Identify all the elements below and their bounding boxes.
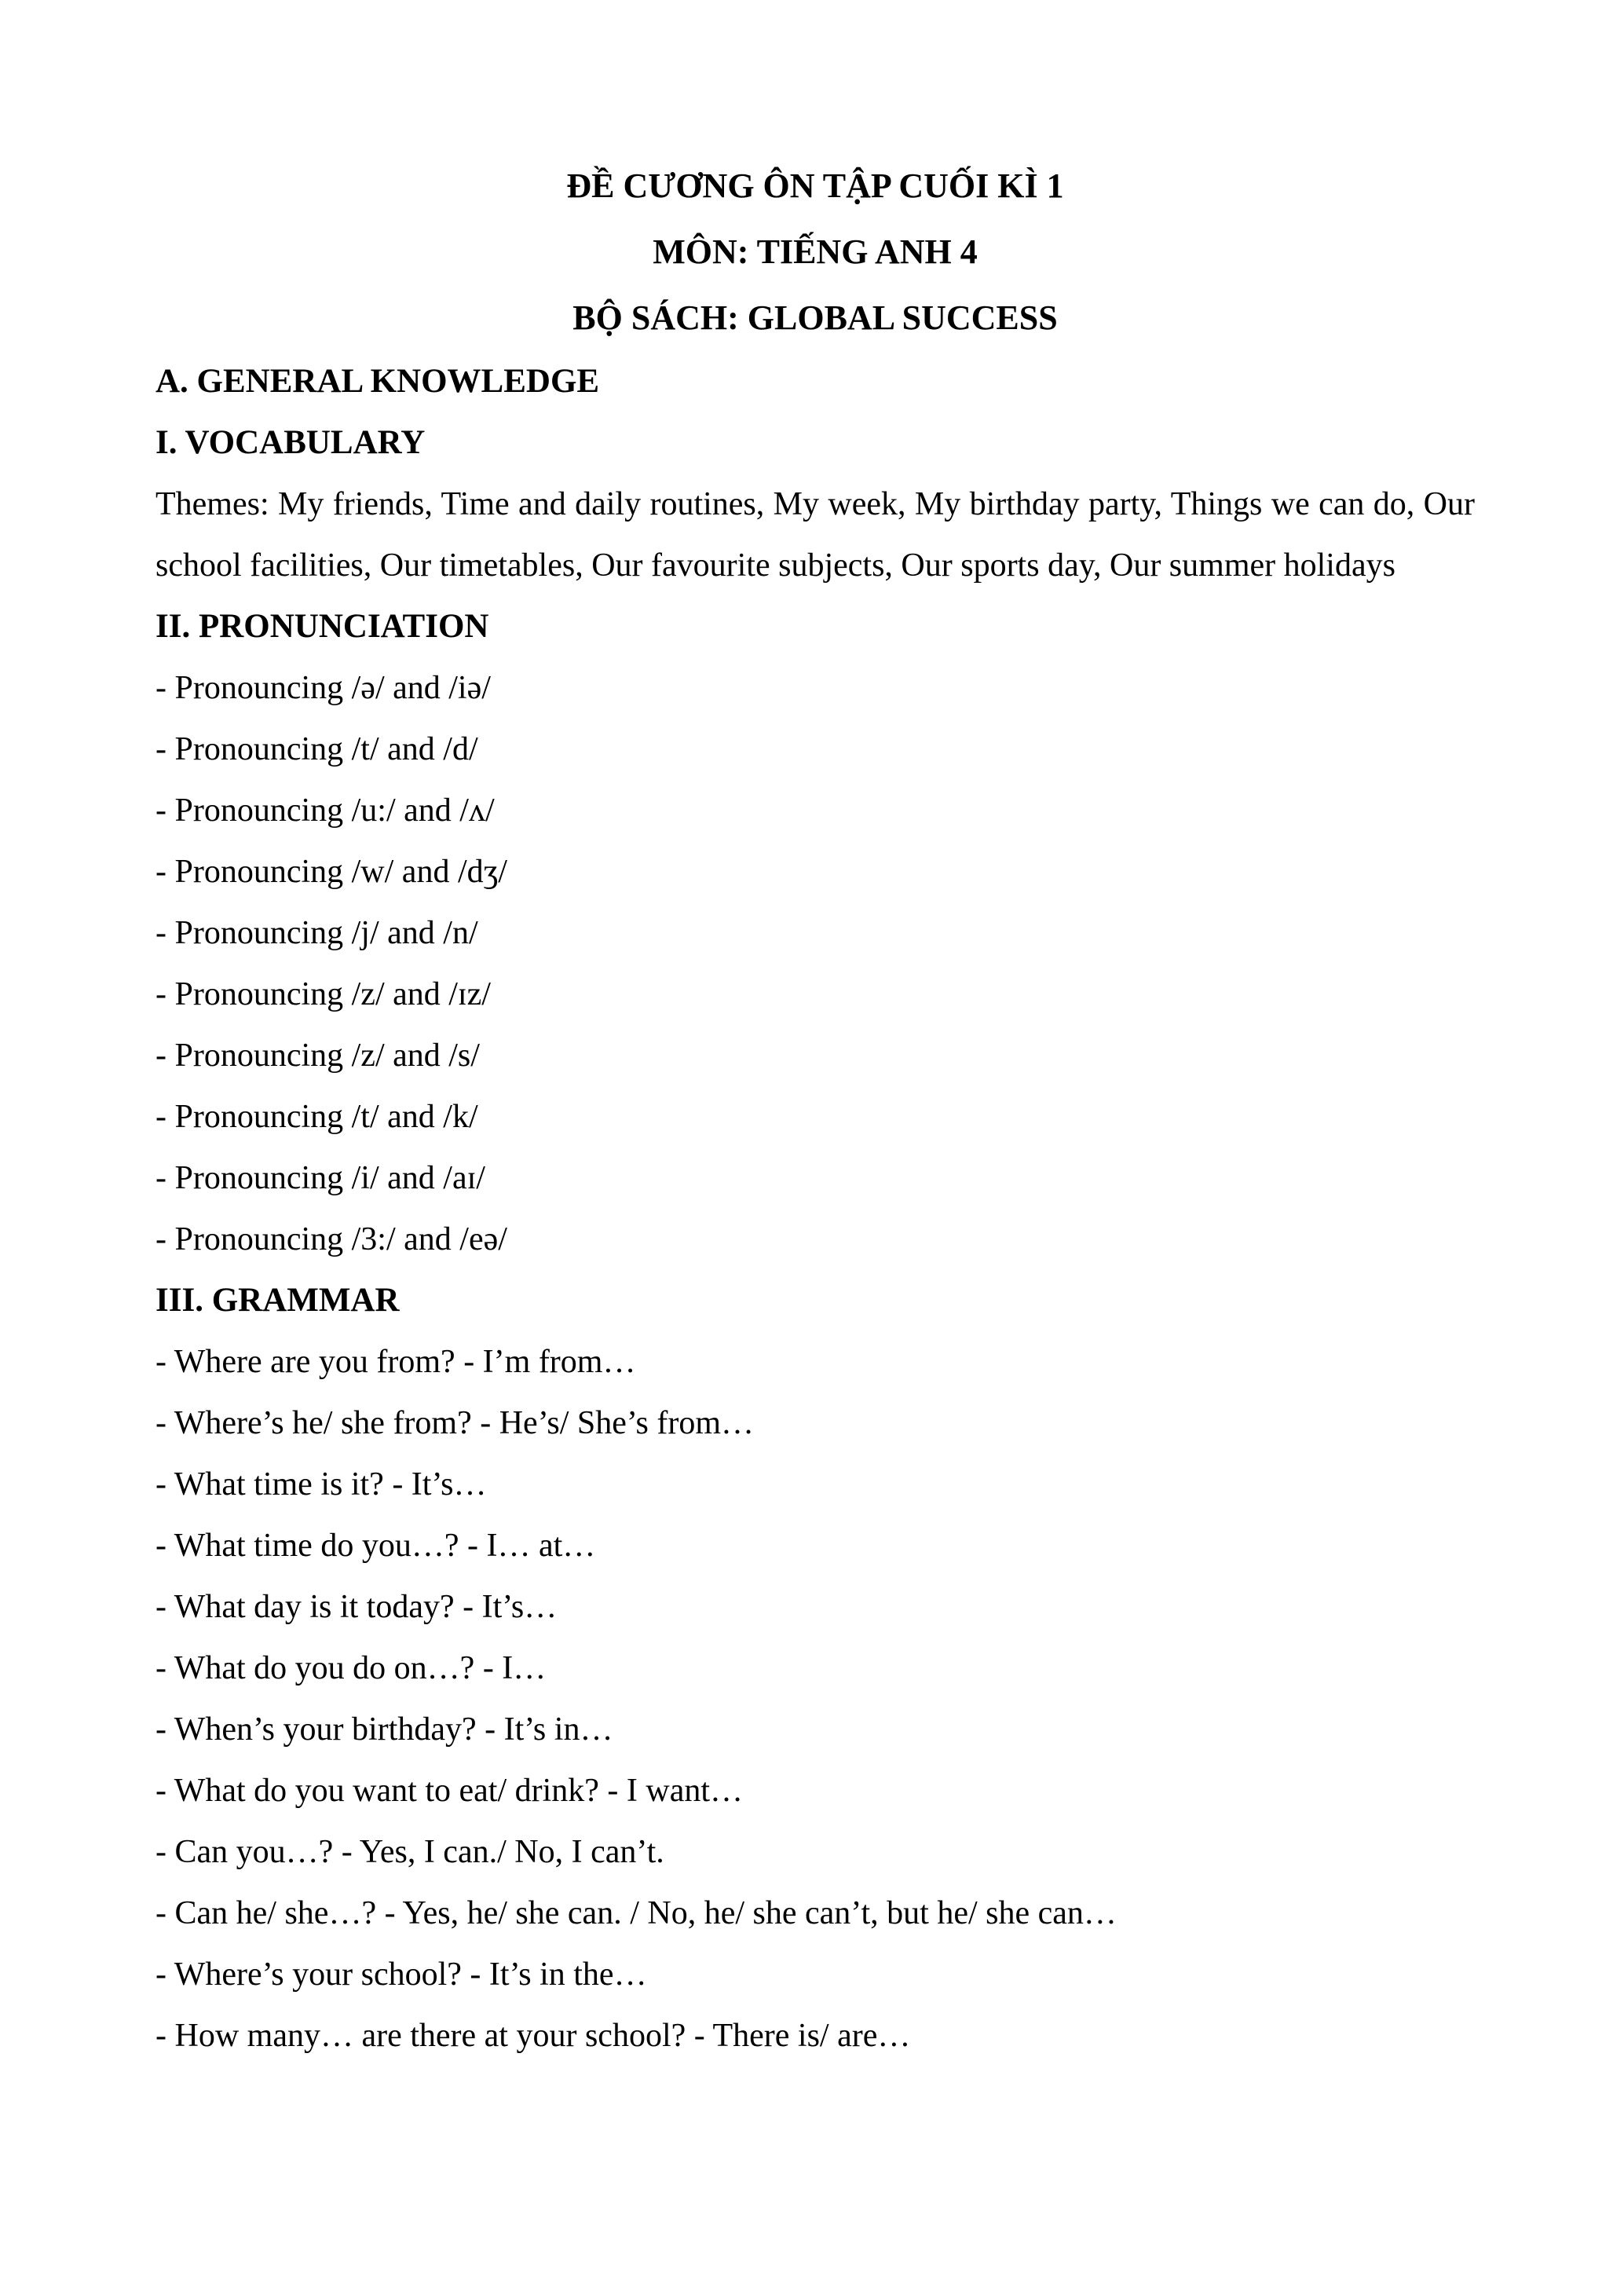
document-title: ĐỀ CƯƠNG ÔN TẬP CUỐI KÌ 1 — [566, 167, 1064, 205]
pronunciation-item: - Pronouncing /ə/ and /iə/ — [155, 670, 491, 706]
grammar-item: - What do you want to eat/ drink? - I want… — [155, 1773, 744, 1809]
grammar-item: - When’s your birthday? - It’s in… — [155, 1711, 613, 1748]
pronunciation-item: - Pronouncing /z/ and /ɪz/ — [155, 976, 491, 1012]
pronunciation-item: - Pronouncing /w/ and /dʒ/ — [155, 854, 507, 890]
pronunciation-item: - Pronouncing /u:/ and /ʌ/ — [155, 792, 495, 829]
grammar-item: - What time do you…? - I… at… — [155, 1528, 596, 1564]
grammar-item: - Where’s your school? - It’s in the… — [155, 1956, 647, 1993]
pronunciation-list — [155, 657, 1475, 1270]
pronunciation-heading: II. PRONUNCIATION — [155, 608, 489, 645]
pronunciation-item: - Pronouncing /z/ and /s/ — [155, 1038, 480, 1074]
subject-title: MÔN: TIẾNG ANH 4 — [653, 232, 978, 271]
grammar-item: - What day is it today? - It’s… — [155, 1589, 558, 1625]
vocabulary-heading: I. VOCABULARY — [155, 424, 426, 461]
section-a-heading: A. GENERAL KNOWLEDGE — [155, 363, 600, 400]
grammar-item: - Can you…? - Yes, I can./ No, I can’t. — [155, 1834, 664, 1870]
title-block — [155, 153, 1475, 351]
pronunciation-item: - Pronouncing /t/ and /k/ — [155, 1099, 478, 1135]
pronunciation-item: - Pronouncing /i/ and /aɪ/ — [155, 1160, 485, 1196]
grammar-item: - How many… are there at your school? - There is/ are… — [155, 2018, 911, 2054]
document-content — [155, 153, 1475, 2066]
pronunciation-item: - Pronouncing /j/ and /n/ — [155, 915, 478, 951]
grammar-item: - Where are you from? - I’m from… — [155, 1344, 636, 1380]
grammar-list — [155, 1331, 1475, 2066]
grammar-item: - What time is it? - It’s… — [155, 1466, 487, 1503]
book-series-title: BỘ SÁCH: GLOBAL SUCCESS — [572, 298, 1058, 337]
vocabulary-themes: Themes: My friends, Time and daily routines, My week, My birthday party, Things we can do, Our school facilities, Our timetables, Our favourite subjects, Our sports day, Our summer holidays — [155, 486, 1475, 584]
grammar-item: - Where’s he/ she from? - He’s/ She’s from… — [155, 1405, 755, 1441]
grammar-item: - Can he/ she…? - Yes, he/ she can. / No, he/ she can’t, but he/ she can… — [155, 1895, 1117, 1931]
grammar-heading: III. GRAMMAR — [155, 1282, 400, 1319]
pronunciation-item: - Pronouncing /3:/ and /eə/ — [155, 1221, 507, 1257]
grammar-item: - What do you do on…? - I… — [155, 1650, 547, 1686]
pronunciation-item: - Pronouncing /t/ and /d/ — [155, 731, 478, 767]
